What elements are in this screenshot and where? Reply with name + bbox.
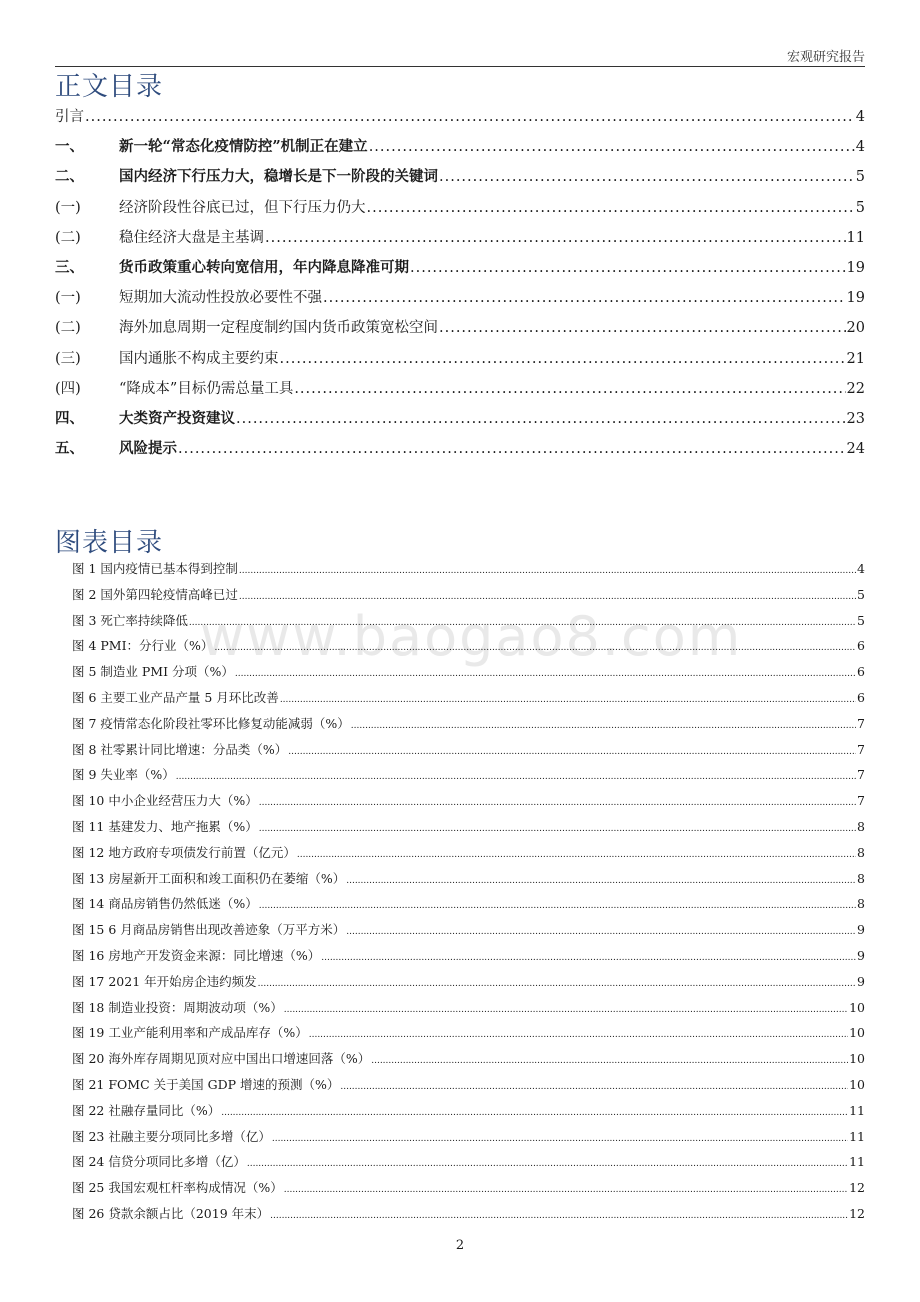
figure-entry-page: 10 [849,1051,865,1067]
figure-entry[interactable] [72,840,865,866]
figure-entry-title: 图 23 社融主要分项同比多增（亿） [72,1128,271,1144]
dot-leader [214,636,856,662]
dot-leader [439,162,855,192]
toc-entry-title: 国内通胀不构成主要约束 [119,350,279,367]
figure-entry-title: 图 17 2021 年开始房企违约频发 [72,973,257,989]
toc-entry[interactable] [55,344,865,374]
figure-entry-page: 9 [857,973,865,989]
dot-leader [439,313,846,343]
dot-leader [323,283,846,313]
toc-entry-title: 大类资产投资建议 [119,409,235,427]
toc-entry-title: 新一轮“常态化疫情防控”机制正在建立 [119,138,368,156]
figure-entry-title: 图 19 工业产能利用率和产成品库存（%） [72,1025,308,1041]
dot-leader [351,714,856,740]
dot-leader [259,894,856,920]
page-number: 2 [455,1238,465,1253]
dot-leader [235,662,856,688]
toc-entry-page: 19 [846,290,865,307]
toc-entry-page: 5 [855,169,865,186]
figure-entry-page: 7 [857,715,865,731]
dot-leader [265,223,846,253]
figure-entry-title: 图 21 FOMC 关于美国 GDP 增速的预测（%） [72,1076,340,1092]
toc-entry-page: 24 [846,441,865,458]
toc-entry[interactable] [55,253,865,283]
figure-entry-page: 4 [857,561,865,576]
toc-entry-title: 稳住经济大盘是主基调 [119,229,264,246]
figure-entry[interactable] [72,917,865,943]
figure-entry[interactable] [72,1046,865,1072]
figure-entry-title: 图 26 贷款余额占比（2019 年末） [72,1205,270,1221]
toc-entry[interactable] [55,102,865,132]
figure-entry-page: 8 [857,818,865,834]
toc-entry-number: (一) [55,199,81,216]
dot-leader [346,869,856,895]
figure-list-title: 图表目录 [55,528,164,558]
figure-entry-page: 7 [857,741,865,757]
figure-entry-title: 图 6 主要工业产品产量 5 月环比改善 [72,689,279,705]
toc-entry-number: 五、 [55,440,84,458]
figure-entry-page: 8 [857,844,865,860]
dot-leader [288,740,856,766]
figure-entry-page: 10 [849,1076,865,1092]
figure-entry-page: 11 [849,1128,865,1144]
figure-entry-title: 图 14 商品房销售仍然低迷（%） [72,896,258,912]
figure-entry-title: 图 2 国外第四轮疫情高峰已过 [72,586,238,602]
toc-entry[interactable] [55,223,865,253]
toc-entry-page: 4 [855,109,865,125]
figure-entry-page: 7 [857,793,865,809]
dot-leader [189,611,856,637]
figure-entry-title: 图 16 房地产开发资金来源：同比增速（%） [72,947,321,963]
figure-entry[interactable] [72,969,865,995]
figure-entry-page: 5 [857,612,865,628]
dot-leader [309,1023,848,1049]
dot-leader [178,434,846,464]
figure-entry-page: 12 [849,1180,865,1196]
toc-entry-number: 引言 [55,109,84,125]
toc-entry-number: (二) [55,320,81,337]
toc-entry[interactable] [55,162,865,192]
dot-leader [284,1178,848,1204]
dot-leader [258,972,856,998]
figure-entry-title: 图 5 制造业 PMI 分项（%） [72,664,234,680]
dot-leader [297,843,856,869]
dot-leader [239,585,856,611]
figure-entry[interactable] [72,711,865,737]
figure-entry[interactable] [72,633,865,659]
figure-entry-title: 图 20 海外库存周期见顶对应中国出口增速回落（%） [72,1051,371,1067]
toc-entry[interactable] [55,193,865,223]
figure-entry[interactable] [72,995,865,1021]
figure-entry-page: 11 [849,1102,865,1118]
dot-leader [270,1204,848,1230]
figure-entry[interactable] [72,814,865,840]
figure-entry[interactable] [72,608,865,634]
toc-entry-page: 23 [846,410,865,427]
toc-entry-page: 20 [846,320,865,337]
figure-entry-title: 图 12 地方政府专项债发行前置（亿元） [72,844,296,860]
figure-entry[interactable] [72,659,865,685]
figure-entry-title: 图 25 我国宏观杠杆率构成情况（%） [72,1180,283,1196]
toc-entry-number: 四、 [55,409,84,427]
dot-leader [367,193,855,223]
figure-entry[interactable] [72,943,865,969]
toc-entry-title: 短期加大流动性投放必要性不强 [119,290,322,307]
toc-entry[interactable] [55,374,865,404]
figure-list [72,556,865,1227]
figure-entry-page: 8 [857,896,865,912]
figure-entry[interactable] [72,762,865,788]
figure-entry-title: 图 10 中小企业经营压力大（%） [72,793,258,809]
dot-leader [259,817,856,843]
figure-entry-title: 图 4 PMI：分行业（%） [72,638,214,654]
dot-leader [321,946,856,972]
figure-entry[interactable] [72,1124,865,1150]
toc-entry-page: 4 [855,139,865,156]
dot-leader [346,920,856,946]
toc-entry-number: (三) [55,350,81,367]
header-divider [55,66,865,67]
toc-entry-number: (一) [55,290,81,307]
toc-entry-page: 22 [846,380,865,397]
toc-entry-title: 风险提示 [119,440,177,458]
toc-entry-title: 货币政策重心转向宽信用，年内降息降准可期 [119,258,409,276]
toc-entry-number: (四) [55,380,81,397]
dot-leader [284,998,848,1024]
dot-leader [410,253,846,283]
figure-entry[interactable] [72,1201,865,1227]
report-category-label: 宏观研究报告 [786,50,865,65]
dot-leader [176,765,856,791]
figure-entry[interactable] [72,1098,865,1124]
dot-leader [259,791,856,817]
dot-leader [236,404,846,434]
dot-leader [239,559,856,585]
toc-entry-title: 海外加息周期一定程度制约国内货币政策宽松空间 [119,320,438,337]
figure-entry-title: 图 1 国内疫情已基本得到控制 [72,561,238,576]
figure-entry[interactable] [72,1175,865,1201]
figure-entry[interactable] [72,685,865,711]
toc-entry[interactable] [55,132,865,162]
watermark: www.baogao8.com [200,605,743,668]
figure-entry[interactable] [72,737,865,763]
figure-entry-page: 6 [857,689,865,705]
dot-leader [369,132,855,162]
figure-entry-title: 图 22 社融存量同比（%） [72,1102,221,1118]
figure-entry[interactable] [72,1072,865,1098]
figure-entry-page: 8 [857,870,865,886]
figure-entry-page: 6 [857,664,865,680]
toc-entry-title: 经济阶段性谷底已过，但下行压力仍大 [119,199,366,216]
figure-entry[interactable] [72,556,865,582]
figure-entry-title: 图 11 基建发力、地产拖累（%） [72,818,258,834]
toc-entry-number: (二) [55,229,81,246]
figure-entry-title: 图 3 死亡率持续降低 [72,612,188,628]
figure-entry[interactable] [72,1020,865,1046]
toc-entry-page: 11 [846,229,865,246]
toc-entry[interactable] [55,404,865,434]
toc-entry[interactable] [55,283,865,313]
toc-title: 正文目录 [55,72,164,102]
figure-entry[interactable] [72,788,865,814]
dot-leader [280,688,856,714]
dot-leader [85,102,855,132]
toc-entry-number: 二、 [55,168,84,186]
figure-entry[interactable] [72,1149,865,1175]
toc-list [55,102,865,464]
figure-entry-page: 7 [857,767,865,783]
figure-entry[interactable] [72,582,865,608]
dot-leader [294,374,845,404]
dot-leader [340,1075,848,1101]
toc-entry-title: 国内经济下行压力大，稳增长是下一阶段的关键词 [119,168,438,186]
figure-entry-title: 图 15 6 月商品房销售出现改善迹象（万平方米） [72,922,346,938]
dot-leader [371,1049,848,1075]
figure-entry[interactable] [72,866,865,892]
figure-entry-title: 图 7 疫情常态化阶段社零环比修复动能减弱（%） [72,715,350,731]
figure-entry-page: 9 [857,947,865,963]
dot-leader [221,1101,848,1127]
toc-entry-page: 21 [846,350,865,367]
figure-entry-page: 10 [849,1025,865,1041]
figure-entry-page: 12 [849,1205,865,1221]
figure-entry-title: 图 9 失业率（%） [72,767,175,783]
toc-entry[interactable] [55,434,865,464]
figure-entry-page: 11 [849,1154,865,1170]
dot-leader [280,344,846,374]
toc-entry-number: 一、 [55,138,84,156]
toc-entry[interactable] [55,313,865,343]
toc-entry-page: 5 [855,199,865,216]
figure-entry-page: 6 [857,638,865,654]
toc-entry-title: “降成本”目标仍需总量工具 [119,380,294,397]
toc-entry-page: 19 [846,259,865,276]
figure-entry-title: 图 18 制造业投资：周期波动项（%） [72,999,283,1015]
dot-leader [272,1127,848,1153]
dot-leader [247,1152,848,1178]
figure-entry-page: 9 [857,922,865,938]
figure-entry-page: 5 [857,586,865,602]
figure-entry-title: 图 24 信贷分项同比多增（亿） [72,1154,246,1170]
toc-entry-number: 三、 [55,258,84,276]
figure-entry-title: 图 8 社零累计同比增速：分品类（%） [72,741,288,757]
figure-entry[interactable] [72,891,865,917]
figure-entry-title: 图 13 房屋新开工面积和竣工面积仍在萎缩（%） [72,870,346,886]
figure-entry-page: 10 [849,999,865,1015]
